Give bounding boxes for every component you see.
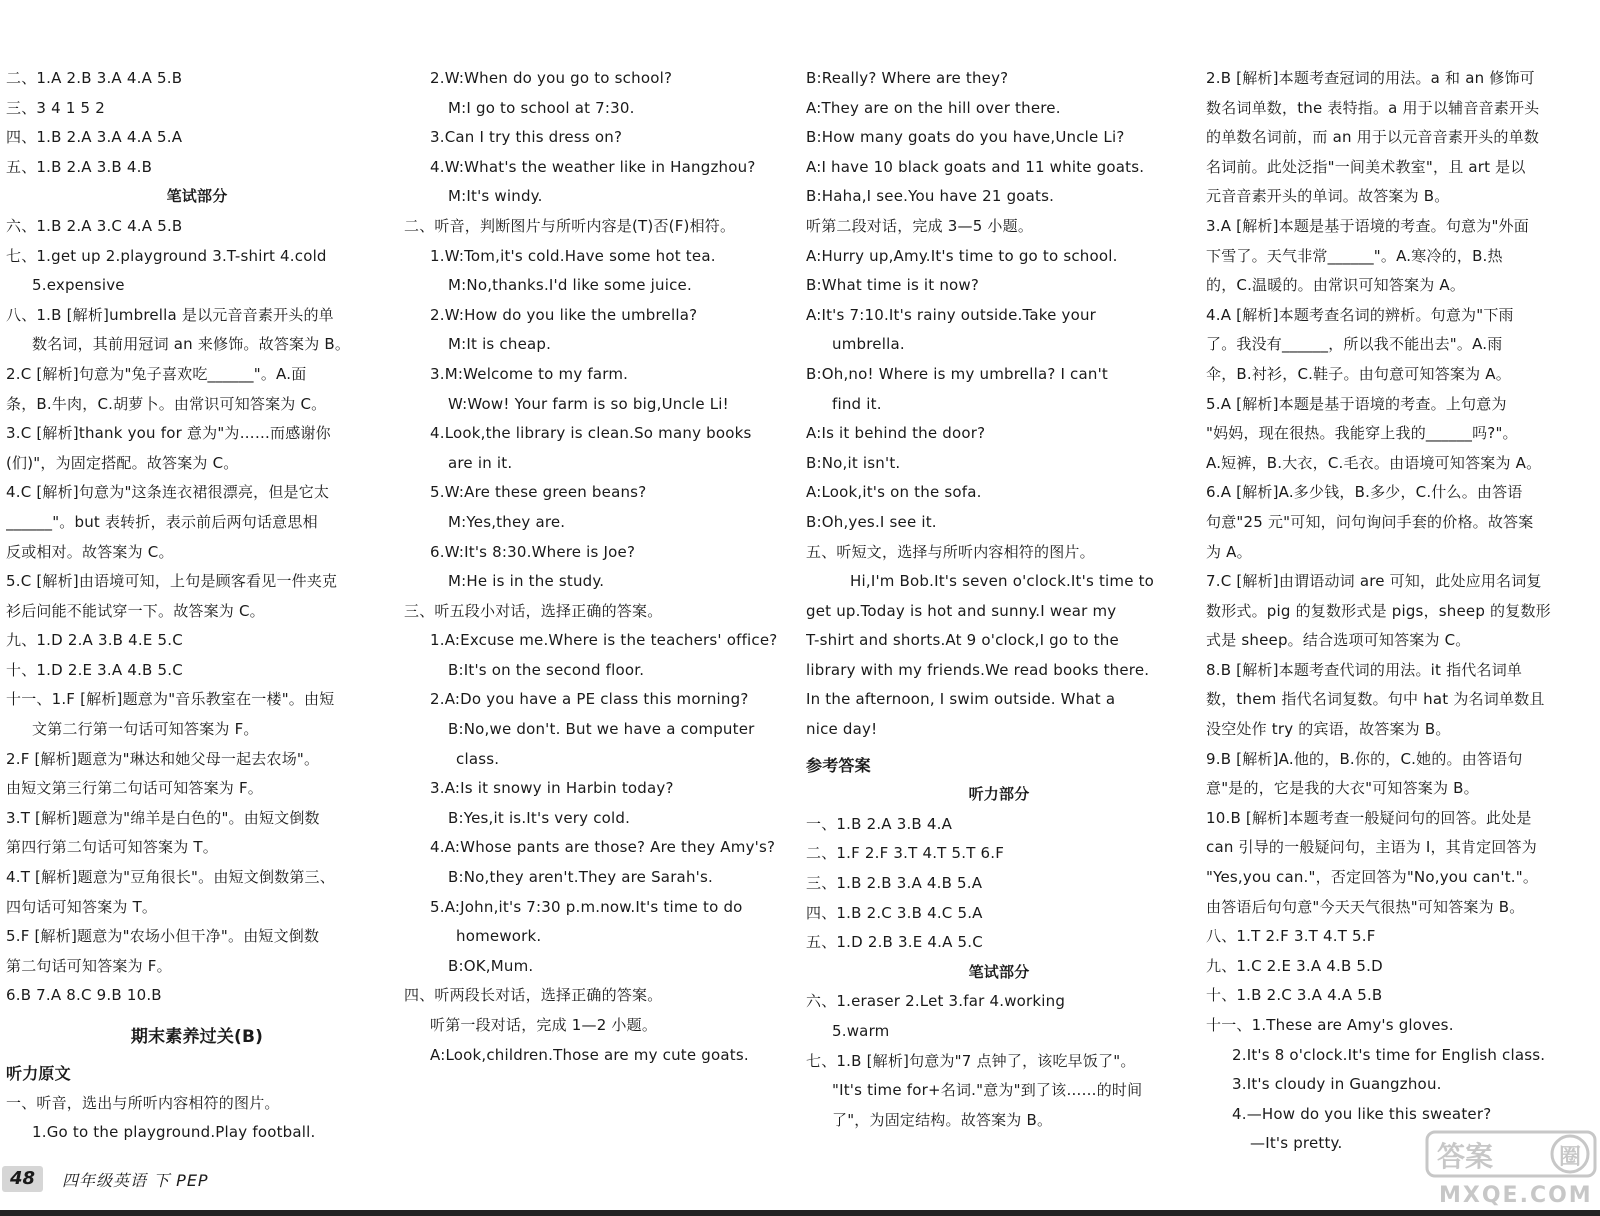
text-line: 七、1.get up 2.playground 3.T-shirt 4.cold — [6, 246, 327, 265]
text-line: B:No,we don't. But we have a computer — [448, 720, 755, 739]
text-line: 意"是的，它是我的大衣"可知答案为 B。 — [1206, 779, 1479, 798]
text-line: "Yes,you can."，否定回答为"No,you can't."。 — [1206, 868, 1539, 887]
text-line: 8.B [解析]本题考查代词的用法。it 指代名词单 — [1206, 660, 1523, 679]
text-line: 1.W:Tom,it's cold.Have some hot tea. — [430, 246, 716, 265]
text-line: 五、听短文，选择与所听内容相符的图片。 — [806, 542, 1095, 561]
text-line: A:Look,children.Those are my cute goats. — [430, 1045, 749, 1064]
text-line: find it. — [832, 394, 882, 413]
svg-text:圈: 圈 — [1559, 1145, 1582, 1170]
text-line: 八、1.T 2.F 3.T 4.T 5.F — [1206, 927, 1376, 946]
svg-text:MXQE.COM: MXQE.COM — [1439, 1183, 1593, 1206]
text-line: B:No,they aren't.They are Sarah's. — [448, 868, 713, 887]
text-line: A.短裤，B.大衣，C.毛衣。由语境可知答案为 A。 — [1206, 453, 1542, 472]
text-line: 听第二段对话，完成 3—5 小题。 — [806, 216, 1034, 235]
text-line: 下雪了。天气非常______"。A.寒冷的，B.热 — [1206, 246, 1503, 265]
text-line: 三、3 4 1 5 2 — [6, 98, 105, 117]
text-line: 7.C [解析]由谓语动词 are 可知，此处应用名词复 — [1206, 572, 1542, 591]
text-line: 三、听五段小对话，选择正确的答案。 — [404, 601, 663, 620]
text-line: M:It is cheap. — [448, 335, 552, 354]
text-line: 3.Can I try this dress on? — [430, 128, 623, 147]
text-line: Hi,I'm Bob.It's seven o'clock.It's time to — [850, 572, 1155, 591]
text-line: 听第一段对话，完成 1—2 小题。 — [430, 1016, 658, 1034]
text-line: 2.W:How do you like the umbrella? — [430, 305, 698, 324]
text-line: M:Yes,they are. — [448, 512, 566, 531]
text-line: 3.It's cloudy in Guangzhou. — [1232, 1075, 1442, 1094]
text-line: 5.W:Are these green beans? — [430, 483, 647, 502]
text-line: 十一、1.F [解析]题意为"音乐教室在一楼"。由短 — [6, 690, 335, 709]
text-line: 五、1.B 2.A 3.B 4.B — [6, 157, 153, 176]
text-line: B:It's on the second floor. — [448, 660, 645, 679]
text-line: umbrella. — [832, 335, 905, 354]
text-line: 九、1.D 2.A 3.B 4.E 5.C — [6, 631, 183, 650]
text-line: A:Look,it's on the sofa. — [806, 483, 982, 502]
text-line: 六、1.eraser 2.Let 3.far 4.working — [806, 992, 1066, 1011]
text-line: 4.T [解析]题意为"豆角很长"。由短文倒数第三、 — [6, 868, 335, 887]
column-1 — [6, 64, 388, 1148]
text-line: 十、1.D 2.E 3.A 4.B 5.C — [6, 660, 183, 679]
text-line: 5.warm — [832, 1022, 890, 1040]
text-line: library with my friends.We read books there. — [806, 660, 1150, 679]
text-line: M:He is in the study. — [448, 572, 605, 591]
text-line: B:Yes,it is.It's very cold. — [448, 808, 631, 827]
text-line: 4.A [解析]本题考查名词的辨析。句意为"下雨 — [1206, 305, 1514, 324]
text-line: 二、1.F 2.F 3.T 4.T 5.T 6.F — [806, 844, 1005, 863]
bottom-rule — [0, 1210, 1600, 1216]
text-line: In the afternoon, I swim outside. What a — [806, 690, 1116, 709]
text-line: T-shirt and shorts.At 9 o'clock,I go to the — [806, 631, 1119, 650]
text-line: 2.A:Do you have a PE class this morning? — [430, 690, 749, 709]
text-line: B:How many goats do you have,Uncle Li? — [806, 128, 1125, 147]
text-line: ______"。but 表转折，表示前后两句话意思相 — [6, 512, 318, 531]
text-line: B:Really? Where are they? — [806, 69, 1009, 87]
text-line: 了。我没有______，所以我不能出去"。A.雨 — [1206, 335, 1503, 354]
text-line: M:I go to school at 7:30. — [448, 98, 635, 117]
section-heading: 笔试部分 — [166, 187, 228, 206]
text-line: 式是 sheep。结合选项可知答案为 C。 — [1206, 631, 1471, 650]
text-line: "It's time for+名词."意为"到了该……的时间 — [832, 1081, 1143, 1100]
column-2 — [404, 64, 786, 1070]
text-line: 四、1.B 2.A 3.A 4.A 5.A — [6, 128, 183, 147]
text-line: B:Haha,I see.You have 21 goats. — [806, 187, 1055, 206]
text-line: 十一、1.These are Amy's gloves. — [1206, 1016, 1454, 1034]
text-line: A:Is it behind the door? — [806, 424, 986, 443]
text-line: nice day! — [806, 720, 878, 739]
text-line: A:It's 7:10.It's rainy outside.Take your — [806, 305, 1097, 324]
text-line: 5.C [解析]由语境可知，上句是顾客看见一件夹克 — [6, 572, 338, 591]
text-line: 的单数名词前，而 an 用于以元音音素开头的单数 — [1206, 128, 1540, 147]
text-line: 的，C.温暖的。由常识可知答案为 A。 — [1206, 276, 1466, 295]
text-line: 数名词，其前用冠词 an 来修饰。故答案为 B。 — [32, 335, 351, 354]
text-line: 名词前。此处泛指"一间美术教室"，且 art 是以 — [1206, 157, 1526, 176]
text-line: 3.A:Is it snowy in Harbin today? — [430, 779, 674, 798]
text-line: 一、听音，选出与所听内容相符的图片。 — [6, 1093, 280, 1112]
text-line: 6.A [解析]A.多少钱，B.多少，C.什么。由答语 — [1206, 483, 1523, 502]
text-line: 数，them 指代名词复数。句中 hat 为名词单数且 — [1206, 690, 1545, 709]
text-line: 4.A:Whose pants are those? Are they Amy's? — [430, 838, 776, 857]
text-line: 条，B.牛肉，C.胡萝卜。由常识可知答案为 C。 — [6, 394, 327, 413]
page-footer — [0, 1150, 1600, 1210]
text-line: 为 A。 — [1206, 542, 1252, 561]
section-heading: 参考答案 — [806, 755, 871, 775]
text-line: B:What time is it now? — [806, 276, 980, 295]
text-line: 2.B [解析]本题考查冠词的用法。a 和 an 修饰可 — [1206, 69, 1535, 87]
text-line: 句意"25 元"可知，问句询问手套的价格。故答案 — [1206, 512, 1534, 531]
text-line: 四、听两段长对话，选择正确的答案。 — [404, 986, 663, 1005]
book-title: 四年级英语 下 PEP — [62, 1171, 209, 1190]
text-line: 3.T [解析]题意为"绵羊是白色的"。由短文倒数 — [6, 808, 320, 827]
text-line: 4.—How do you like this sweater? — [1232, 1104, 1492, 1123]
text-line: B:Oh,no! Where is my umbrella? I can't — [806, 364, 1109, 383]
text-line: 六、1.B 2.A 3.C 4.A 5.B — [6, 216, 183, 235]
text-line: 9.B [解析]A.他的，B.你的，C.她的。由答语句 — [1206, 749, 1523, 768]
text-line: A:I have 10 black goats and 11 white goats. — [806, 157, 1145, 176]
text-line: 二、1.A 2.B 3.A 4.A 5.B — [6, 69, 183, 87]
text-line: 5.expensive — [32, 276, 125, 295]
text-line: 10.B [解析]本题考查一般疑问句的回答。此处是 — [1206, 808, 1532, 827]
text-line: 3.M:Welcome to my farm. — [430, 364, 629, 383]
text-line: 三、1.B 2.B 3.A 4.B 5.A — [806, 874, 983, 893]
text-line: 1.Go to the playground.Play football. — [32, 1123, 316, 1142]
text-line: 5.A:John,it's 7:30 p.m.now.It's time to do — [430, 897, 743, 916]
text-line: A:They are on the hill over there. — [806, 98, 1061, 117]
text-line: 反或相对。故答案为 C。 — [6, 542, 174, 561]
text-line: 七、1.B [解析]句意为"7 点钟了，该吃早饭了"。 — [806, 1051, 1136, 1070]
text-line: B:Oh,yes.I see it. — [806, 512, 937, 531]
text-line: 四句话可知答案为 T。 — [6, 897, 158, 916]
column-3 — [806, 64, 1192, 1135]
text-line: 没空处作 try 的宾语，故答案为 B。 — [1206, 720, 1451, 739]
text-line: B:OK,Mum. — [448, 956, 534, 975]
text-line: 五、1.D 2.B 3.E 4.A 5.C — [806, 933, 983, 952]
text-line: get up.Today is hot and sunny.I wear my — [806, 601, 1117, 620]
text-line: 2.F [解析]题意为"琳达和她父母一起去农场"。 — [6, 749, 320, 768]
text-line: 3.A [解析]本题是基于语境的考查。句意为"外面 — [1206, 216, 1529, 235]
text-line: 一、1.B 2.A 3.B 4.A — [806, 814, 953, 833]
text-line: 文第二行第一句话可知答案为 F。 — [32, 720, 259, 739]
text-line: 5.F [解析]题意为"农场小但干净"。由短文倒数 — [6, 927, 320, 946]
text-line: 第二句话可知答案为 F。 — [6, 956, 172, 975]
text-line: 4.C [解析]句意为"这条连衣裙很漂亮，但是它太 — [6, 483, 330, 502]
watermark-logo — [1425, 1128, 1597, 1206]
text-line: 了"，为固定结构。故答案为 B。 — [832, 1110, 1053, 1129]
section-heading: 听力部分 — [968, 785, 1030, 804]
text-line: 4.W:What's the weather like in Hangzhou? — [430, 157, 756, 176]
page-number: 48 — [2, 1166, 43, 1192]
text-line: 6.B 7.A 8.C 9.B 10.B — [6, 986, 162, 1005]
section-heading: 笔试部分 — [968, 962, 1030, 981]
text-line: 1.A:Excuse me.Where is the teachers' office? — [430, 631, 778, 650]
svg-text:答案: 答案 — [1437, 1140, 1494, 1173]
text-line: A:Hurry up,Amy.It's time to go to school. — [806, 246, 1118, 265]
text-line: 3.C [解析]thank you for 意为"为……而感谢你 — [6, 424, 331, 443]
text-line: 4.Look,the library is clean.So many books — [430, 424, 752, 443]
text-line: 数名词单数，the 表特指。a 用于以辅音音素开头 — [1206, 98, 1540, 117]
text-line: 6.W:It's 8:30.Where is Joe? — [430, 542, 636, 561]
text-line: 衫后问能不能试穿一下。故答案为 C。 — [6, 601, 265, 620]
text-line: 八、1.B [解析]umbrella 是以元音音素开头的单 — [6, 305, 334, 324]
text-line: 十、1.B 2.C 3.A 4.A 5.B — [1206, 986, 1383, 1005]
exam-title: 期末素养过关(B) — [130, 1027, 264, 1047]
text-line: 2.W:When do you go to school? — [430, 69, 673, 87]
text-line: "妈妈，现在很热。我能穿上我的______吗?"。 — [1206, 424, 1518, 443]
section-heading: 听力原文 — [6, 1064, 71, 1083]
text-line: 由短文第三行第二句话可知答案为 F。 — [6, 779, 263, 798]
text-line: class. — [456, 749, 500, 768]
text-line: M:No,thanks.I'd like some juice. — [448, 276, 692, 295]
text-line: homework. — [456, 927, 542, 946]
text-line: can 引导的一般疑问句，主语为 I，其肯定回答为 — [1206, 838, 1537, 857]
text-line: 由答语后句句意"今天天气很热"可知答案为 B。 — [1206, 897, 1525, 916]
text-line: 二、听音，判断图片与所听内容是(T)否(F)相符。 — [404, 216, 736, 235]
text-line: B:No,it isn't. — [806, 453, 901, 472]
text-line: 第四行第二句话可知答案为 T。 — [6, 838, 218, 857]
text-line: 2.It's 8 o'clock.It's time for English class. — [1232, 1045, 1546, 1064]
text-line: 九、1.C 2.E 3.A 4.B 5.D — [1206, 956, 1383, 975]
text-line: W:Wow! Your farm is so big,Uncle Li! — [448, 394, 729, 413]
text-line: 元音音素开头的单词。故答案为 B。 — [1206, 187, 1450, 206]
text-line: (们)"，为固定搭配。故答案为 C。 — [6, 453, 239, 472]
text-line: 5.A [解析]本题是基于语境的考查。上句意为 — [1206, 394, 1507, 413]
text-line: 数形式。pig 的复数形式是 pigs，sheep 的复数形 — [1206, 601, 1551, 620]
column-4 — [1206, 64, 1592, 1159]
text-line: 伞，B.衬衫，C.鞋子。由句意可知答案为 A。 — [1206, 364, 1511, 383]
text-line: —It's pretty. — [1250, 1134, 1343, 1153]
text-line: are in it. — [448, 453, 513, 472]
text-line: 2.C [解析]句意为"兔子喜欢吃______"。A.面 — [6, 364, 307, 383]
text-line: M:It's windy. — [448, 187, 543, 206]
text-line: 四、1.B 2.C 3.B 4.C 5.A — [806, 903, 983, 922]
